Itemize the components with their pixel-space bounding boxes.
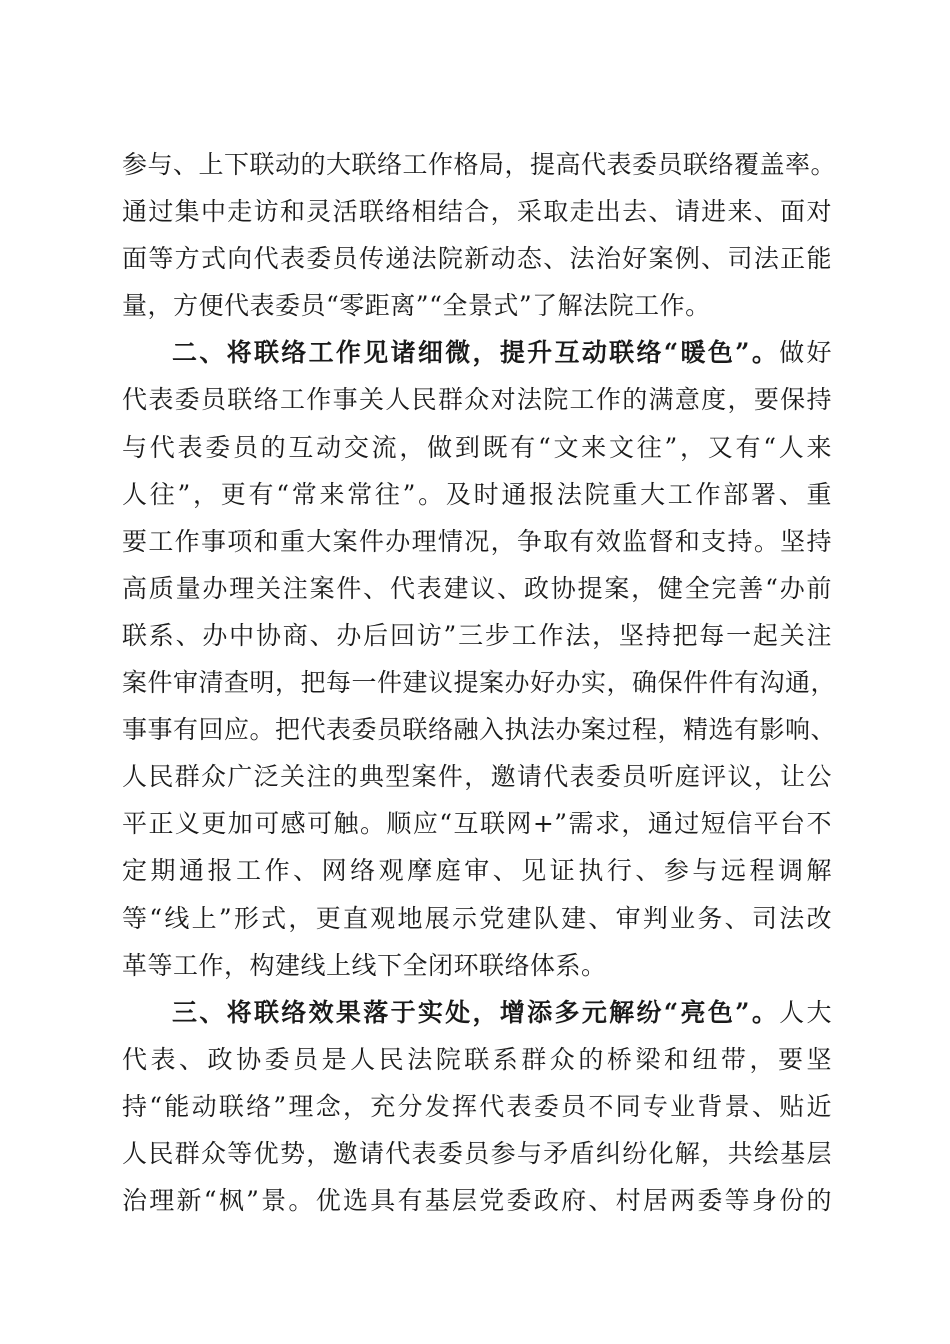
heading-line-rest: 做好 (779, 338, 832, 368)
text-line: 参与、上下联动的大联络工作格局，提高代表委员联络覆盖率。 (122, 150, 837, 179)
paragraph-1 (122, 141, 837, 329)
heading-line-rest: 人大 (779, 997, 832, 1027)
text-line: 高质量办理关注案件、代表建议、政协提案，健全完善“办前 (122, 573, 832, 603)
text-line: 通过集中走访和灵活联络相结合，采取走出去、请进来、面对 (122, 197, 832, 227)
section-heading-3: 三、将联络效果落于实处，增添多元解纷“亮色”。 (172, 997, 780, 1027)
text-line: 定期通报工作、网络观摩庭审、见证执行、参与远程调解 (122, 856, 832, 886)
text-line: 人民群众广泛关注的典型案件，邀请代表委员听庭评议，让公 (122, 762, 832, 792)
text-line: 面等方式向代表委员传递法院新动态、法治好案例、司法正能 (122, 244, 832, 274)
text-line: 与代表委员的互动交流，做到既有“文来文往”，又有“人来 (122, 432, 832, 462)
text-line: 等“线上”形式，更直观地展示党建队建、审判业务、司法改 (122, 903, 832, 933)
text-line: 量，方便代表委员“零距离”“全景式”了解法院工作。 (122, 291, 711, 321)
paragraph-3 (122, 989, 832, 1224)
text-line: 平正义更加可感可触。顺应“互联网+”需求，通过短信平台不 (122, 809, 832, 839)
text-line: 治理新“枫”景。优选具有基层党委政府、村居两委等身份的 (122, 1186, 832, 1216)
text-line: 革等工作，构建线上线下全闭环联络体系。 (122, 950, 607, 980)
text-line: 人民群众等优势，邀请代表委员参与矛盾纠纷化解，共绘基层 (122, 1138, 832, 1168)
document-body (122, 141, 837, 1224)
text-line: 事事有回应。把代表委员联络融入执法办案过程，精选有影响、 (122, 715, 837, 745)
paragraph-heading-line (122, 989, 832, 1036)
paragraph-heading-line (122, 329, 832, 376)
text-line: 案件审清查明，把每一件建议提案办好办实，确保件件有沟通， (122, 668, 837, 698)
text-line: 持“能动联络”理念，充分发挥代表委员不同专业背景、贴近 (122, 1091, 832, 1121)
text-line: 联系、办中协商、办后回访”三步工作法，坚持把每一起关注 (122, 620, 832, 650)
text-line: 人往”，更有“常来常往”。及时通报法院重大工作部署、重 (122, 479, 832, 509)
text-line: 代表委员联络工作事关人民群众对法院工作的满意度，要保持 (122, 385, 832, 415)
paragraph-2 (122, 329, 837, 988)
text-line: 要工作事项和重大案件办理情况，争取有效监督和支持。坚持 (122, 526, 832, 556)
section-heading-2: 二、将联络工作见诸细微，提升互动联络“暖色”。 (172, 338, 780, 368)
text-line: 代表、政协委员是人民法院联系群众的桥梁和纽带，要坚 (122, 1044, 832, 1074)
